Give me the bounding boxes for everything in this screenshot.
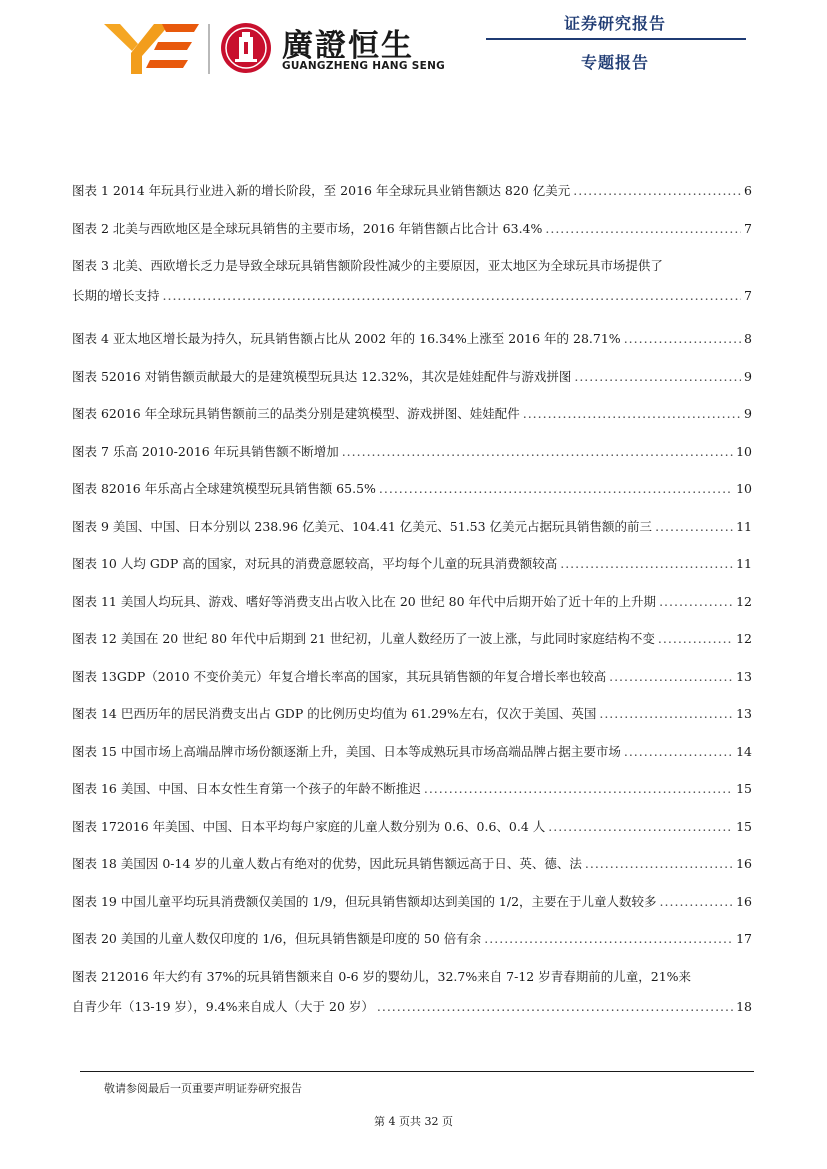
logo-divider <box>208 24 210 74</box>
toc-entry[interactable] <box>72 437 752 475</box>
toc-entry-title: 图表 172016 年美国、中国、日本平均每户家庭的儿童人数分别为 0.6、0.6、0.4 人 <box>72 818 546 834</box>
toc-entry[interactable] <box>72 251 752 324</box>
leader-dots <box>548 812 733 842</box>
brand-logo <box>104 20 446 76</box>
toc-entry-title: 图表 212016 年大约有 37%的玩具销售额来自 0-6 岁的婴幼儿，32.7%来自 7-12 岁青春期前的儿童，21%来 <box>72 968 692 984</box>
toc-entry-page: 17 <box>736 931 752 946</box>
toc-entry[interactable] <box>72 399 752 437</box>
toc-entry-title-continued: 自青少年（13-19 岁），9.4%来自成人（大于 20 岁） <box>72 998 374 1014</box>
toc-entry-page: 11 <box>736 518 752 534</box>
toc-entry-title: 图表 2 北美与西欧地区是全球玩具销售的主要市场，2016 年销售额占比合计 63.4% <box>72 220 543 236</box>
toc-entry-title: 图表 14 巴西历年的居民消费支出占 GDP 的比例历史均值为 61.29%左右，仅次于美国、英国 <box>72 706 597 721</box>
disclaimer-note: 敬请参阅最后一页重要声明证券研究报告 <box>104 1082 302 1095</box>
leader-dots <box>377 992 733 1022</box>
toc-entry-title: 图表 62016 年全球玩具销售额前三的品类分别是建筑模型、游戏拼图、娃娃配件 <box>72 406 520 421</box>
toc-entry-title: 图表 13GDP（2010 不变价美元）年复合增长率高的国家，其玩具销售额的年复合增长率也较高 <box>72 668 607 684</box>
leader-dots <box>660 887 734 917</box>
toc-entry[interactable] <box>72 176 752 214</box>
toc-entry-title: 图表 4 亚太地区增长最为持久，玩具销售额占比从 2002 年的 16.34%上涨至 2016 年的 28.71% <box>72 331 621 346</box>
ye-logo-icon <box>104 20 199 76</box>
toc-entry[interactable] <box>72 737 752 775</box>
toc-entry[interactable] <box>72 849 752 887</box>
leader-dots <box>342 437 733 467</box>
toc-entry[interactable] <box>72 587 752 625</box>
leader-dots <box>484 924 733 954</box>
toc-entry-page: 13 <box>736 706 752 721</box>
toc-entry-page: 15 <box>736 818 752 834</box>
toc-entry-title: 图表 15 中国市场上高端品牌市场份额逐渐上升，美国、日本等成熟玩具市场高端品牌占据主要市场 <box>72 743 621 759</box>
toc-entry[interactable] <box>72 962 752 1035</box>
toc-entry[interactable] <box>72 512 752 550</box>
leader-dots <box>609 662 733 692</box>
leader-dots <box>658 624 733 654</box>
leader-dots <box>624 324 741 354</box>
toc-entry-page: 13 <box>736 668 752 684</box>
toc-entry-page: 7 <box>744 220 752 236</box>
toc-entry-title: 图表 16 美国、中国、日本女性生育第一个孩子的年龄不断推迟 <box>72 781 421 796</box>
toc-entry-page: 10 <box>736 481 752 496</box>
toc-entry-title: 图表 82016 年乐高占全球建筑模型玩具销售额 65.5% <box>72 481 376 496</box>
toc-entry-page: 18 <box>736 998 752 1014</box>
toc-entry-title: 图表 12 美国在 20 世纪 80 年代中后期到 21 世纪初，儿童人数经历了一波上涨，与此同时家庭结构不变 <box>72 631 655 646</box>
toc-entry-page: 10 <box>736 443 752 459</box>
toc-entry-title: 图表 9 美国、中国、日本分别以 238.96 亿美元、104.41 亿美元、51.53 亿美元占据玩具销售额的前三 <box>72 518 653 534</box>
toc-entry-title: 图表 3 北美、西欧增长乏力是导致全球玩具销售额阶段性减少的主要原因，亚太地区为全球玩具市场提供了 <box>72 258 663 273</box>
toc-entry-page: 12 <box>736 631 752 646</box>
leader-dots <box>560 549 733 579</box>
leader-dots <box>163 281 742 311</box>
toc-entry-page: 6 <box>744 183 752 198</box>
report-type-label: 证券研究报告 <box>563 14 666 33</box>
toc-entry-title: 图表 7 乐高 2010-2016 年玩具销售额不断增加 <box>72 443 339 459</box>
toc-entry[interactable] <box>72 362 752 400</box>
toc-entry[interactable] <box>72 624 752 662</box>
toc-entry-page: 8 <box>744 331 752 346</box>
toc-entry[interactable] <box>72 812 752 850</box>
toc-entry-page: 15 <box>736 781 752 796</box>
toc-entry[interactable] <box>72 662 752 700</box>
logo-chinese-name: 廣證恒生 <box>282 28 414 64</box>
toc-entry-title: 图表 52016 对销售额贡献最大的是建筑模型玩具达 12.32%，其次是娃娃配件与游戏拼图 <box>72 368 572 384</box>
toc-entry-title: 图表 20 美国的儿童人数仅印度的 1/6，但玩具销售额是印度的 50 倍有余 <box>72 931 482 946</box>
leader-dots <box>574 362 741 392</box>
toc-entry-page: 16 <box>736 893 752 909</box>
toc-entry[interactable] <box>72 924 752 962</box>
leader-dots <box>659 587 733 617</box>
toc-entry[interactable] <box>72 887 752 925</box>
toc-entry-page: 14 <box>736 743 752 759</box>
toc-entry[interactable] <box>72 549 752 587</box>
toc-entry-title: 图表 18 美国因 0-14 岁的儿童人数占有绝对的优势，因此玩具销售额远高于日、英、德、法 <box>72 856 582 871</box>
toc-entry-page: 9 <box>744 368 752 384</box>
leader-dots <box>523 399 741 429</box>
page-number: 第 4 页共 32 页 <box>374 1115 453 1128</box>
leader-dots <box>585 849 733 879</box>
leader-dots <box>624 737 733 767</box>
report-subtype-label: 专题报告 <box>580 53 649 72</box>
toc-entry-page: 9 <box>744 406 752 421</box>
toc-entry[interactable] <box>72 699 752 737</box>
leader-dots <box>573 176 741 206</box>
toc-entry-title-continued: 长期的增长支持 <box>72 288 160 303</box>
footer-divider <box>80 1071 754 1072</box>
toc-entry[interactable] <box>72 214 752 252</box>
header-divider <box>486 38 746 40</box>
toc-entry-page: 11 <box>736 556 752 571</box>
leader-dots <box>655 512 733 542</box>
logo-english-name: GUANGZHENG HANG SENG <box>282 60 446 72</box>
toc-entry[interactable] <box>72 324 752 362</box>
leader-dots <box>599 699 733 729</box>
toc-entry-page: 7 <box>744 288 752 303</box>
toc-entry[interactable] <box>72 774 752 812</box>
figure-list <box>72 176 752 1035</box>
toc-entry-title: 图表 10 人均 GDP 高的国家，对玩具的消费意愿较高，平均每个儿童的玩具消费额较高 <box>72 556 558 571</box>
toc-entry-page: 12 <box>736 593 752 609</box>
toc-entry[interactable] <box>72 474 752 512</box>
toc-entry-page: 16 <box>736 856 752 871</box>
toc-entry-title: 图表 1 2014 年玩具行业进入新的增长阶段，至 2016 年全球玩具业销售额达 820 亿美元 <box>72 183 571 198</box>
leader-dots <box>379 474 733 504</box>
seal-icon <box>220 22 272 74</box>
leader-dots <box>545 214 741 244</box>
toc-entry-title: 图表 19 中国儿童平均玩具消费额仅美国的 1/9，但玩具销售额却达到美国的 1/2，主要在于儿童人数较多 <box>72 893 657 909</box>
toc-entry-title: 图表 11 美国人均玩具、游戏、嗜好等消费支出占收入比在 20 世纪 80 年代中后期开始了近十年的上升期 <box>72 593 657 609</box>
leader-dots <box>424 774 733 804</box>
